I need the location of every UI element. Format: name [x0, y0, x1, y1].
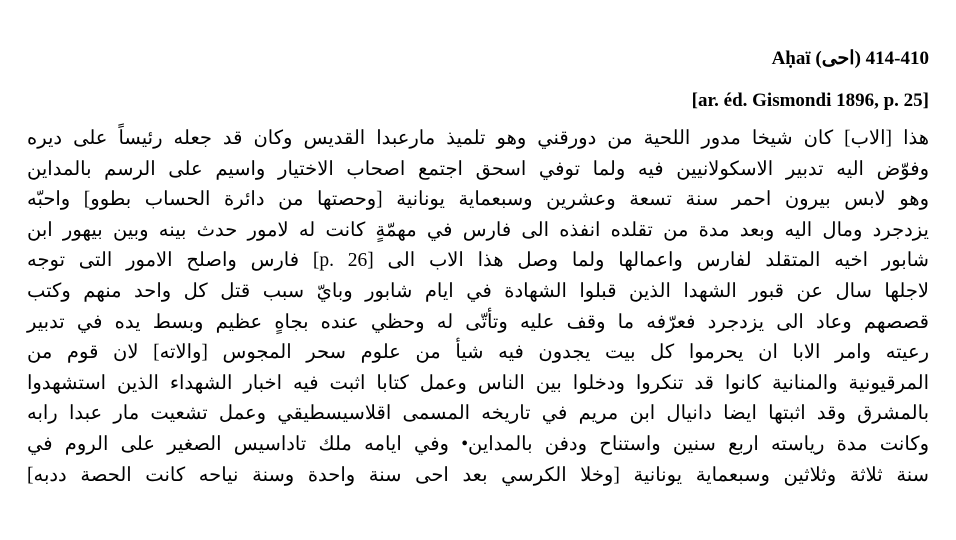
text-line: سنة ثلاثة وثلاثين وسبعماية يونانية [وخلا الكرسي بعد احى سنة واحدة وسنة نياحه كانت الحصة ددبه] [27, 464, 929, 486]
edition-reference: [ar. éd. Gismondi 1896, p. 25] [691, 90, 929, 111]
text-line: وهو لابس بيرون احمر سنة تسعة وعشرين وسبعماية يونانية [وحصتها من دائرة الحساب بطوو] واحبّه [27, 189, 929, 211]
text-line: وكانت مدة رياسته اربع سنين واستناح ودفن بالمداين• وفي ايامه ملك تاداسيس الصغير على الروم في [27, 433, 929, 455]
text-line: هذا [الاب] كان شيخا مدور اللحية من دورقني وهو تلميذ مارعبدا القديس وكان قد جعله رئيساً على ديره [27, 128, 930, 149]
text-line: المرقيونية والمنانية كانوا قد تنكروا ودخلوا بين الناس وعمل كتابا اثبت فيه اخبار الشهداء الذين استشهدوا [27, 372, 929, 394]
text-line: لاجلها سال عن قبور الشهدا الذين قبلوا الشهادة في ايام شابور وبايّ سبب قتل كل واحد منهم وكتب [27, 280, 929, 302]
text-line: قصصهم وعاد الى يزدجرد فعرّفه ما وقف عليه وتأتّى له وحظي عنده بجاهٍ عظيم وبسط يده في تدبير [27, 311, 929, 333]
text-line: رعيته وامر الابا ان يحرموا كل بيت يجدون فيه شيأ من علوم سحر المجوس [والاته] لان قوم من [27, 342, 929, 364]
text-line: يزدجرد ومال اليه وبعد مدة من تقلده انفذه الى فارس في مهمّةٍ كانت له لامور حدث بينه وبين بيهور ابن [27, 219, 929, 241]
arabic-body-text [27, 124, 929, 491]
text-line: بالمشرق وقد اثبتها ايضا دانيال ابن مريم في تاريخه المسمى اقلاسيسطيقي وعمل تشعيت مار عبدا رابه [27, 403, 929, 425]
text-line: وفوّض اليه تدبير الاسكولانيين فيه ولما توفي اسحق اجتمع اصحاب الاختيار واسيم على الرسم بالمداين [27, 158, 929, 180]
text-line: شابور اخيه المتقلد لفارس واعمالها ولما وصل هذا الاب الى [p. 26] فارس واصلح الامور التى توجه [27, 250, 930, 272]
entry-heading: Aḥaï (احى) 410-414 [771, 48, 929, 69]
